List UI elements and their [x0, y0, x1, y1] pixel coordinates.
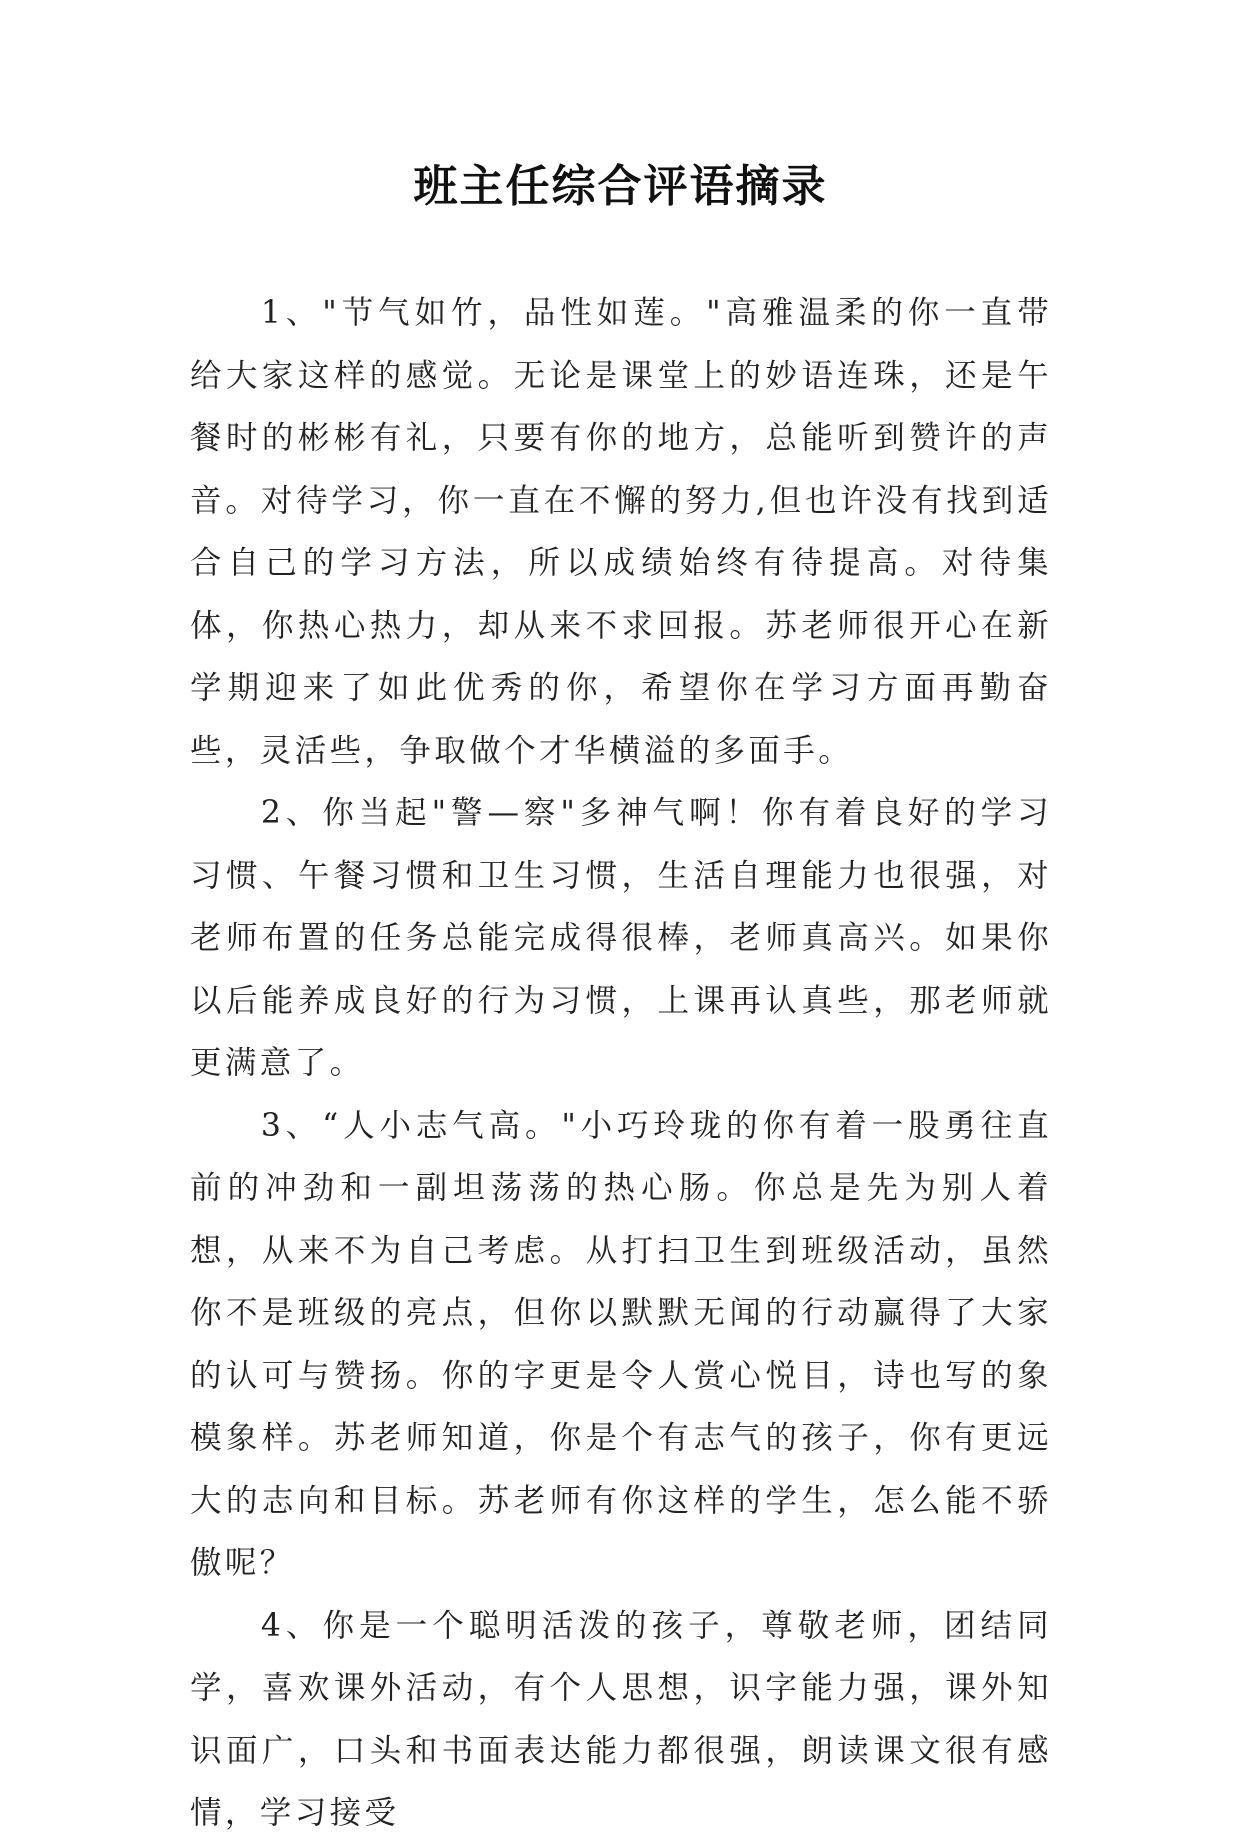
document-title: 班主任综合评语摘录	[413, 161, 828, 212]
document-body	[190, 282, 1052, 1845]
comment-paragraph-3: 3、“人小志气高。"小巧玲珑的你有着一股勇往直前的冲劲和一副坦荡荡的热心肠。你总是先为别人着想，从来不为自己考虑。从打扫卫生到班级活动，虽然你不是班级的亮点，但你以默默无闻的行动赢得了大家的认可与赞扬。你的字更是令人赏心悦目，诗也写的象模象样。苏老师知道，你是个有志气的孩子，你有更远大的志向和目标。苏老师有你这样的学生，怎么能不骄傲呢？	[190, 1107, 1052, 1581]
comment-paragraph-2: 2、你当起"警—察"多神气啊！你有着良好的学习习惯、午餐习惯和卫生习惯，生活自理能力也很强，对老师布置的任务总能完成得很棒，老师真高兴。如果你以后能养成良好的行为习惯，上课再认真些，那老师就更满意了。	[190, 795, 1052, 1081]
comment-paragraph-1: 1、"节气如竹，品性如莲。"高雅温柔的你一直带给大家这样的感觉。无论是课堂上的妙语连珠，还是午餐时的彬彬有礼，只要有你的地方，总能听到赞许的声音。对待学习，你一直在不懈的努力,但也许没有找到适合自己的学习方法，所以成绩始终有待提高。对待集体，你热心热力，却从来不求回报。苏老师很开心在新学期迎来了如此优秀的你，希望你在学习方面再勤奋些，灵活些，争取做个才华横溢的多面手。	[190, 295, 1052, 769]
comment-paragraph-4: 4、你是一个聪明活泼的孩子，尊敬老师，团结同学，喜欢课外活动，有个人思想，识字能力强，课外知识面广，口头和书面表达能力都很强，朗读课文很有感情，学习接受	[190, 1607, 1052, 1831]
